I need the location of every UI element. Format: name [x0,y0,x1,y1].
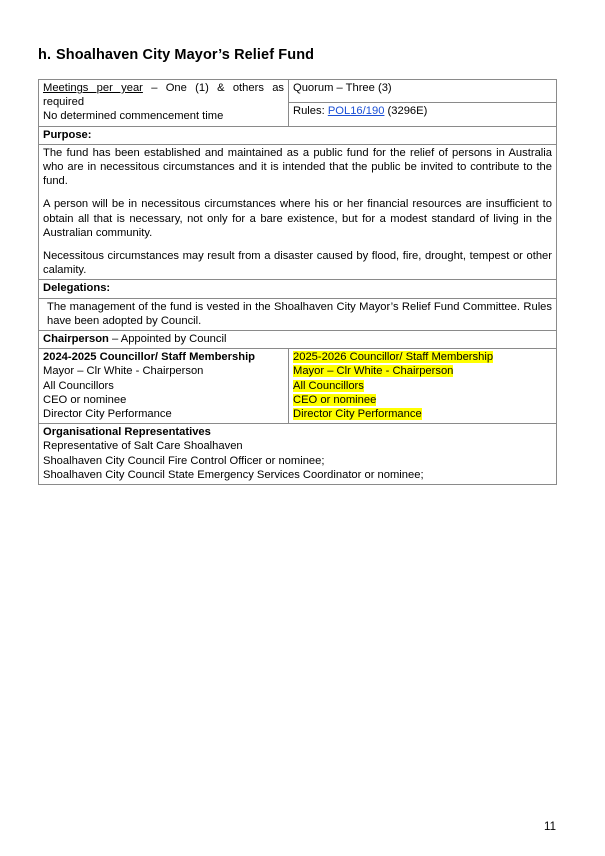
membership-previous-heading: 2024-2025 Councillor/ Staff Membership [43,351,256,364]
delegations-heading: Delegations: [43,282,111,295]
table-row-purpose-body [39,144,557,280]
page-title [38,46,558,64]
meetings-commencement-note: No determined commencement time [43,110,224,123]
membership-current-cell [289,349,557,424]
membership-previous-item: Director City Performance [43,408,172,421]
page-title-text: Shoalhaven City Mayor’s Relief Fund [56,47,315,63]
organisational-representatives-heading: Organisational Representatives [43,426,211,439]
purpose-heading: Purpose: [43,128,92,141]
purpose-paragraph: A person will be in necessitous circumstances where his or her financial resources are insufficient to obtain all that is necessary, not only for a bare existence, but for a modest standard of living in the Australian community. [43,198,552,239]
table-row-delegations-body [39,298,557,330]
table-row-purpose-heading [39,126,557,144]
meetings-per-year-label: Meetings per year [43,82,143,94]
meetings-per-year-text: – One (1) & others as required [43,82,285,109]
rules-cell [289,103,557,126]
membership-current-heading: 2025-2026 Councillor/ Staff Membership [293,351,494,364]
membership-previous-item: Mayor – Clr White - Chairperson [43,365,204,378]
page-number: 11 [544,821,556,833]
purpose-body-cell [39,144,557,280]
membership-previous-cell [39,349,289,424]
table-row-meetings-quorum [39,80,557,103]
delegations-body-cell [39,298,557,330]
table-row-delegations-heading [39,280,557,298]
table-row-membership [39,349,557,424]
delegations-heading-cell [39,280,557,298]
membership-previous-item: CEO or nominee [43,393,127,406]
organisational-representatives-cell [39,424,557,485]
purpose-paragraph: Necessitous circumstances may result from a disaster caused by flood, fire, drought, tempest or other calamity. [43,250,552,277]
rules-policy-link[interactable]: POL16/190 [327,105,385,118]
chairperson-cell [39,331,557,349]
organisational-representatives-item: Shoalhaven City Council State Emergency Services Coordinator or nominee; [43,468,424,481]
rules-label: Rules: [293,105,328,118]
page-title-marker: h. [38,47,52,63]
organisational-representatives-item: Representative of Salt Care Shoalhaven [43,440,243,453]
membership-previous-item: All Councillors [43,379,114,392]
quorum-cell [289,80,557,103]
meetings-per-year-cell [39,80,289,127]
committee-details-table [38,79,557,485]
membership-current-item: Mayor – Clr White - Chairperson [293,365,454,378]
table-row-chairperson [39,331,557,349]
purpose-heading-cell [39,126,557,144]
quorum-text: Quorum – Three (3) [293,82,392,94]
rules-reference-code: (3296E) [384,105,428,118]
membership-current-item: All Councillors [293,379,364,392]
table-row-organisational-representatives [39,424,557,485]
chairperson-text: – Appointed by Council [108,333,227,346]
organisational-representatives-item: Shoalhaven City Council Fire Control Officer or nominee; [43,454,325,467]
membership-current-item: CEO or nominee [293,393,377,406]
chairperson-label: Chairperson [43,333,109,346]
membership-current-item: Director City Performance [293,408,422,421]
purpose-paragraph: The fund has been established and maintained as a public fund for the relief of persons in Australia who are in necessitous circumstances and it is intended that the public be invited to contribute to the fund. [43,146,552,188]
delegations-text: The management of the fund is vested in the Shoalhaven City Mayor’s Relief Fund Committee. Rules have been adopted by Council. [47,300,552,327]
